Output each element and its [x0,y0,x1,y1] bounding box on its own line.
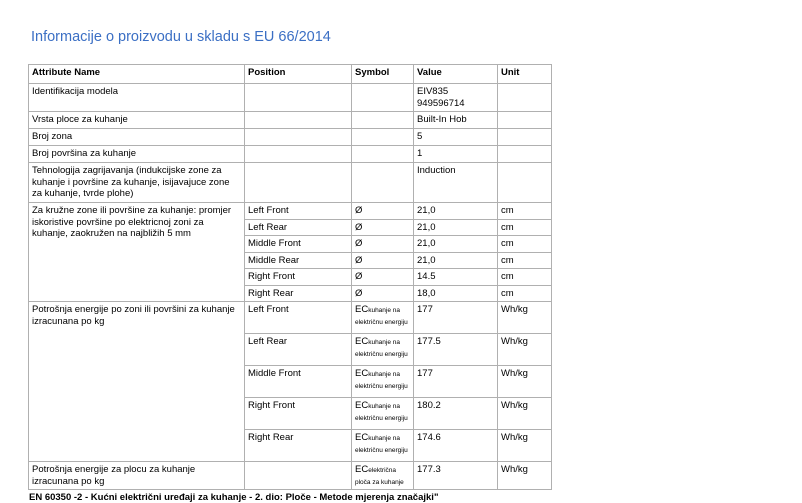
diameter-attribute: Za kružne zone ili površine za kuhanje: promjer iskoristive površine po elektricnoj zoni za kuhanje, zaokružen na najbližih 5 mm [29,203,245,302]
header-unit: Unit [498,65,552,84]
table-row [29,462,552,490]
diameter-unit: cm [498,269,552,286]
table-row [29,84,552,112]
areas-value: 1 [414,146,498,163]
diameter-symbol: Ø [352,203,414,220]
energy-symbol [352,398,414,430]
energy-value: 177 [414,366,498,398]
header-attribute: Attribute Name [29,65,245,84]
energy-position: Middle Front [245,366,352,398]
diameter-value: 14.5 [414,269,498,286]
zones-attribute: Broj zona [29,129,245,146]
standard-footnote: EN 60350 -2 - Kućni električni uređaji za kuhanje - 2. dio: Ploče - Metode mjerenja značajki" [29,492,439,503]
energy-symbol [352,334,414,366]
energy-position: Left Front [245,302,352,334]
table-header-row [29,65,552,84]
table-row [29,163,552,203]
energy-hob-attribute: Potrošnja energije za plocu za kuhanje izracunana po kg [29,462,245,490]
model-value [414,84,498,112]
energy-position: Right Rear [245,430,352,462]
diameter-position: Right Front [245,269,352,286]
diameter-position: Middle Rear [245,252,352,269]
diameter-unit: cm [498,236,552,253]
diameter-unit: cm [498,203,552,220]
diameter-symbol: Ø [352,269,414,286]
diameter-position: Left Rear [245,219,352,236]
ec-symbol: EC [355,400,369,411]
diameter-value: 18,0 [414,285,498,302]
energy-value: 180.2 [414,398,498,430]
energy-value: 177 [414,302,498,334]
ec-subscript: kuhanje na električnu energiju [355,371,408,390]
diameter-symbol: Ø [352,252,414,269]
energy-value: 174.6 [414,430,498,462]
table-row [29,129,552,146]
ec-subscript: kuhanje na električnu energiju [355,403,408,422]
model-attribute: Identifikacija modela [29,84,245,112]
product-info-table [28,64,552,490]
ec-symbol: EC [355,368,369,379]
energy-hob-symbol [352,462,414,490]
energy-unit: Wh/kg [498,366,552,398]
energy-unit: Wh/kg [498,334,552,366]
energy-unit: Wh/kg [498,302,552,334]
diameter-unit: cm [498,219,552,236]
diameter-symbol: Ø [352,236,414,253]
diameter-value: 21,0 [414,252,498,269]
diameter-position: Right Rear [245,285,352,302]
areas-attribute: Broj površina za kuhanje [29,146,245,163]
ec-symbol: EC [355,336,369,347]
energy-unit: Wh/kg [498,398,552,430]
table-row [29,146,552,163]
page-title: Informacije o proizvodu u skladu s EU 66/2014 [31,29,331,45]
energy-zone-attribute: Potrošnja energije po zoni ili površini za kuhanje izracunana po kg [29,302,245,462]
technology-attribute: Tehnologija zagrijavanja (indukcijske zone za kuhanje i površine za kuhanje, isijavajuce zone za kuhanje, tvrde plohe) [29,163,245,203]
technology-value: Induction [414,163,498,203]
diameter-value: 21,0 [414,236,498,253]
ec-symbol: EC [355,304,369,315]
ec-subscript: kuhanje na električnu energiju [355,339,408,358]
header-position: Position [245,65,352,84]
diameter-position: Middle Front [245,236,352,253]
energy-position: Left Rear [245,334,352,366]
diameter-unit: cm [498,252,552,269]
header-value: Value [414,65,498,84]
ec-subscript: kuhanje na električnu energiju [355,435,408,454]
diameter-value: 21,0 [414,203,498,220]
ec-symbol: EC [355,432,369,443]
table-row [29,112,552,129]
model-value-line2: 949596714 [417,97,465,109]
diameter-unit: cm [498,285,552,302]
energy-symbol [352,366,414,398]
hob-type-attribute: Vrsta ploce za kuhanje [29,112,245,129]
energy-value: 177.5 [414,334,498,366]
model-value-line1: EIV835 [417,86,449,97]
diameter-position: Left Front [245,203,352,220]
energy-position: Right Front [245,398,352,430]
header-symbol: Symbol [352,65,414,84]
ec-symbol: EC [355,464,369,475]
energy-symbol [352,302,414,334]
hob-type-value: Built-In Hob [414,112,498,129]
diameter-value: 21,0 [414,219,498,236]
energy-unit: Wh/kg [498,430,552,462]
diameter-symbol: Ø [352,219,414,236]
energy-hob-value: 177.3 [414,462,498,490]
ec-subscript: električna ploča za kuhanje [355,467,404,486]
table-row [29,203,552,220]
zones-value: 5 [414,129,498,146]
table-row [29,302,552,334]
ec-subscript: kuhanje na električnu energiju [355,307,408,326]
energy-hob-unit: Wh/kg [498,462,552,490]
energy-symbol [352,430,414,462]
diameter-symbol: Ø [352,285,414,302]
